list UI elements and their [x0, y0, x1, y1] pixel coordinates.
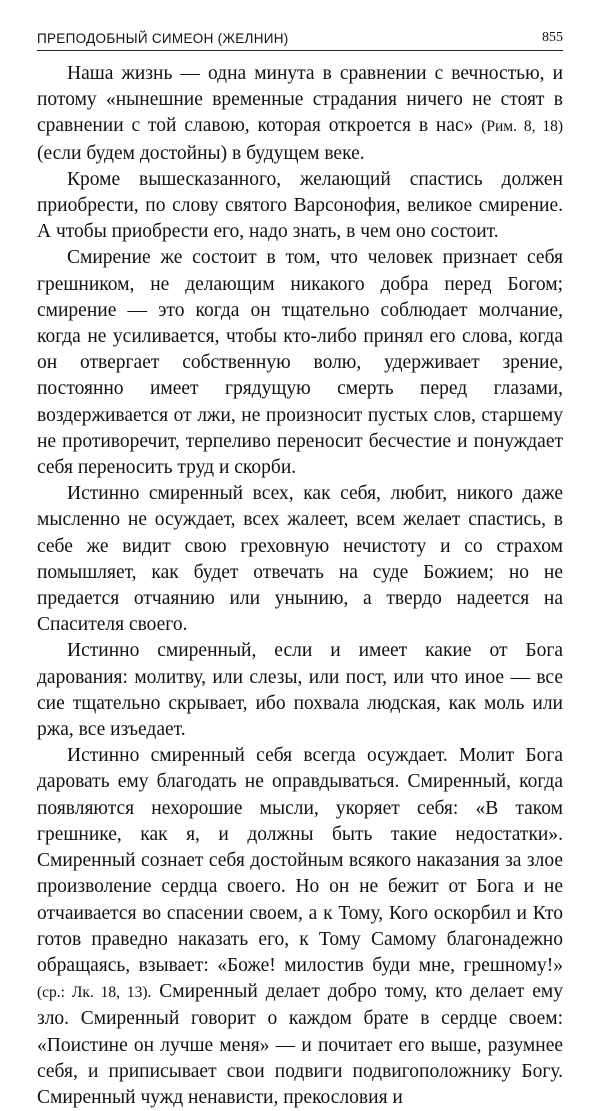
paragraph-2: Кроме вышесказанного, желающий спастись должен приобрести, по слову святого Варсонофия, великое смирение. А чтобы приобрести его, надо знать, в чем оно состоит.: [37, 168, 563, 243]
page-number: 855: [542, 30, 563, 45]
scripture-reference: (Рим. 8, 18): [481, 118, 563, 136]
paragraph-text: (если будем достойны) в будущем веке.: [37, 142, 365, 164]
running-title: ПРЕПОДОБНЫЙ СИМЕОН (ЖЕЛНИН): [37, 31, 289, 46]
paragraph-3: Смирение же состоит в том, что человек признает себя грешником, не делающим никакого добра перед Богом; смирение — это когда он тщательно соблюдает молчание, когда не усиливается, чтобы кто-либо принял его слова, когда он отвергает собственную волю, удерживает зрение, постоянно имеет грядущую смерть перед глазами, воздерживается от лжи, не произносит пустых слов, старшему не противоречит, терпеливо переносит бесчестие и понуждает себя переносить труд и скорби.: [37, 247, 563, 479]
paragraph-text: Смиренный делает добро тому, кто делает ему зло. Смиренный говорит о каждом брате в сердце своем: «Поистине он лучше меня» — и почитает его выше, разумнее себя, и приписывает свои подвиги подвигоположнику Богу. Смиренный чужд ненависти, прекословия и: [37, 981, 563, 1108]
paragraph-6: [37, 743, 563, 1111]
paragraph-5: Истинно смиренный, если и имеет какие от Бога дарования: молитву, или слезы, или пост, или что иное — все сие тщательно скрывает, ибо похвала людская, как моль или ржа, все изъедает.: [37, 640, 563, 741]
body-text: [37, 61, 563, 1111]
paragraph-text: Наша жизнь — одна минута в сравнении с вечностью, и потому «нынешние временные страдания ничего не стоят в сравнении с той славою, которая откроется в нас»: [37, 63, 563, 137]
scripture-reference: (ср.: Лк. 18, 13).: [37, 984, 152, 1002]
paragraph-text: Истинно смиренный себя всегда осуждает. Молит Бога даровать ему благодать не оправдываться. Смиренный, когда появляются нехорошие мысли, укоряет себя: «В таком грешнике, как я, и должны быть такие недостатки». Смиренный сознает себя достойным всякого наказания за злое произволение сердца своего. Но он не бежит от Бога и не отчаивается во спасении своем, а к Тому, Кого оскорбил и Кто готов праведно наказать его, к Тому Самому благонадежно обращаясь, взывает: «Боже! милостив буди мне, грешному!»: [37, 745, 563, 976]
page-header: [37, 28, 563, 51]
paragraph-1: [37, 61, 563, 167]
paragraph-4: Истинно смиренный всех, как себя, любит, никого даже мысленно не осуждает, всех жалеет, всем желает спастись, в себе же видит свою греховную нечистоту и со страхом помышляет, как будет отвечать на суде Божием; но не предается отчаянию или унынию, а твердо надеется на Спасителя своего.: [37, 483, 563, 636]
